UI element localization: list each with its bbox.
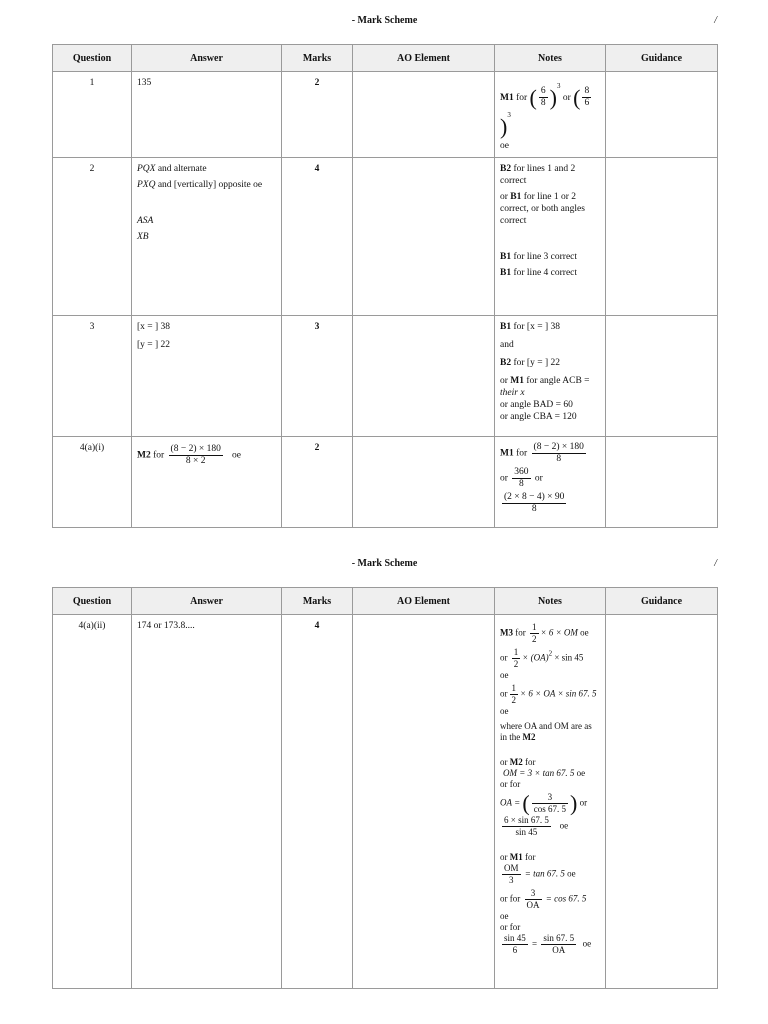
marks-cell: 2 [282, 437, 353, 528]
mark-scheme-page-2 [52, 558, 717, 989]
notes-cell: M1 for ( $\frac{6}{8}$ )$^3$ or ( $\frac{8}{6}$ )$^3$ oe [495, 72, 606, 158]
table-row [53, 615, 718, 989]
table-header-row [53, 588, 718, 615]
notes-text: for [516, 93, 528, 103]
notes-text: oe [500, 141, 509, 152]
column-header-ao-element: AO Element [353, 45, 495, 72]
question-cell: 1 [53, 72, 132, 158]
fraction: $\frac{360}{8}$ [514, 467, 529, 490]
answer-cell: PQX and alternate PXQ and [vertically] opposite oe ASA XB [132, 158, 282, 316]
mark-scheme-table [52, 44, 718, 528]
question-cell: 4(a)(i) [53, 437, 132, 528]
guidance-cell [606, 158, 718, 316]
column-header-guidance: Guidance [606, 45, 718, 72]
page-header [52, 558, 717, 574]
ao-element-cell [353, 72, 495, 158]
column-header-notes: Notes [495, 588, 606, 615]
mark-scheme-page-1 [52, 15, 717, 528]
notes-cell: M1 for $\frac{(8 - 2) \times 180}{8}$ or $\frac{360}{8}$ or $\frac{(2 \times 8 - 4) \times 90}{8}$ [495, 437, 606, 528]
page-title: - Mark Scheme [351, 15, 418, 26]
marks-cell: 3 [282, 316, 353, 437]
answer-cell: [x = ] 38 [y = ] 22 [132, 316, 282, 437]
answer-cell: 135 [132, 72, 282, 158]
guidance-cell [606, 316, 718, 437]
table-row [53, 316, 718, 437]
fraction: $\frac{8}{6}$ [584, 86, 590, 109]
answer-cell: M2 for $\frac{(8 - 2) \times 180}{8 \times 2}$ oe [132, 437, 282, 528]
notes-cell: B2 for lines 1 and 2 correct or B1 for line 1 or 2 correct, or both angles correct B1 for line 3 correct B1 for line 4 correct [495, 158, 606, 316]
ao-element-cell [353, 158, 495, 316]
ao-element-cell [353, 615, 495, 989]
marks-cell: 2 [282, 72, 353, 158]
marks-cell: 4 [282, 615, 353, 989]
column-header-answer: Answer [132, 588, 282, 615]
page-title: - Mark Scheme [351, 558, 418, 569]
question-cell: 3 [53, 316, 132, 437]
column-header-guidance: Guidance [606, 588, 718, 615]
table-row [53, 72, 718, 158]
mark-scheme-table [52, 587, 718, 989]
page-header [52, 15, 717, 31]
page-number-marker: / [714, 15, 717, 26]
marks-cell: 4 [282, 158, 353, 316]
ao-element-cell [353, 437, 495, 528]
guidance-cell [606, 615, 718, 989]
column-header-marks: Marks [282, 45, 353, 72]
question-cell: 4(a)(ii) [53, 615, 132, 989]
column-header-marks: Marks [282, 588, 353, 615]
fraction: $\frac{(2 \times 8 - 4) \times 90}{8}$ [504, 492, 565, 515]
ao-element-cell [353, 316, 495, 437]
notes-cell: B1 for [x = ] 38 and B2 for [y = ] 22 or M1 for angle ACB = their x or angle BAD = 60 or angle CBA = 120 [495, 316, 606, 437]
column-header-question: Question [53, 588, 132, 615]
guidance-cell [606, 437, 718, 528]
table-row [53, 158, 718, 316]
table-header-row [53, 45, 718, 72]
fraction: $\frac{(8 - 2) \times 180}{8}$ [533, 442, 584, 465]
column-header-notes: Notes [495, 45, 606, 72]
column-header-answer: Answer [132, 45, 282, 72]
mark-code: M1 [500, 93, 514, 103]
fraction: $\frac{(8 - 2) \times 180}{8 \times 2}$ [170, 444, 221, 467]
table-row [53, 437, 718, 528]
fraction: $\frac{6}{8}$ [540, 86, 546, 109]
column-header-ao-element: AO Element [353, 588, 495, 615]
answer-cell: 174 or 173.8.... [132, 615, 282, 989]
question-cell: 2 [53, 158, 132, 316]
guidance-cell [606, 72, 718, 158]
column-header-question: Question [53, 45, 132, 72]
page-number-marker: / [714, 558, 717, 569]
notes-cell: M3 for $\frac{1}{2}$ × 6 × OM oe or $\frac{1}{2}$ × (OA)$^2$ × sin 45 oe or $\frac{1}{2}$ × 6 × OA × sin 67. 5 oe where OA and OM are as in the M2 or M2 for OM = 3 × tan 67. 5 oe or for OA = ( $\frac{3}{\cos 67. 5}$ ) or $\frac{6 \times \sin 67. 5}{\sin 45}$ oe or M1 for $\frac{OM}{3}$ = tan 67. 5 oe or for $\frac{3}{OA}$ = cos 67. 5 oe or for $\frac{\sin 45}{6}$ = $\frac{\sin 67. 5}{OA}$ oe [495, 615, 606, 989]
